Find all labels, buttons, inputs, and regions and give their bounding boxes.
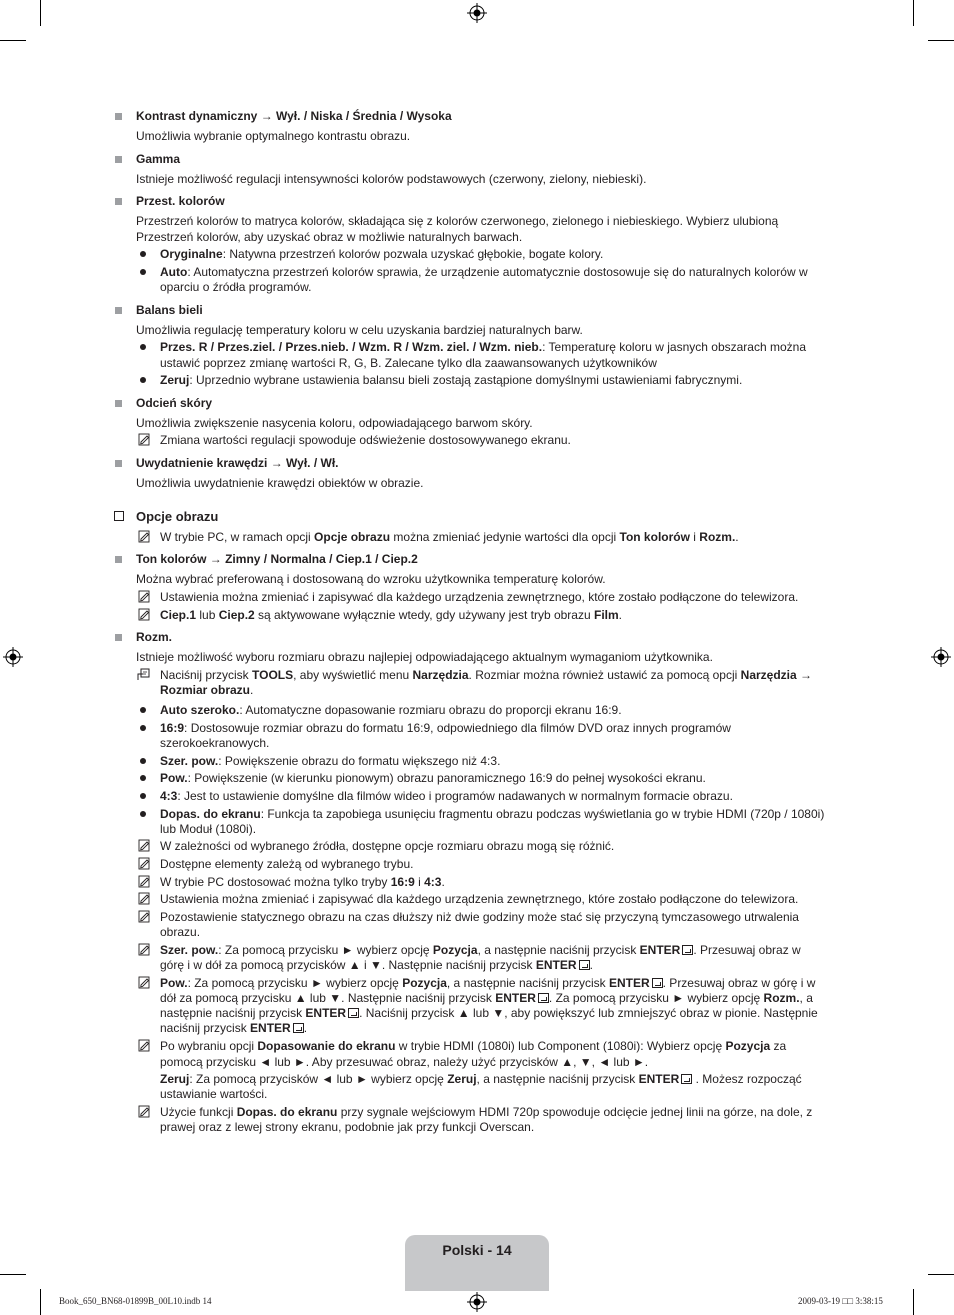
section-text: Istnieje możliwość wyboru rozmiaru obrazu najlepiej odpowiadającego aktualnym wymaganiom użytkownika. [136,650,713,664]
crop-mark [0,1274,26,1275]
note-text: Naciśnij przycisk TOOLS, aby wyświetlić menu Narzędzia. Rozmiar można również ustawić za pomocą opcji Narzędzia → [160,668,813,682]
section-title: Odcień skóry [136,396,213,410]
section-text: Można wybrać preferowaną i dostosowaną do wzroku użytkownika temperaturę kolorów. [136,572,606,586]
crop-mark [928,40,954,41]
enter-key-icon [682,945,693,955]
enter-key-icon [681,1074,692,1084]
tools-remote-icon [137,668,150,681]
note-icon [138,875,151,888]
list-item: Auto: Automatyczna przestrzeń kolorów sprawia, że urządzenie automatycznie dostosowuje się do naturalnych kolorów w [160,265,808,279]
list-item: 4:3: Jest to ustawienie domyślne dla filmów wideo i programów nadawanych w normalnym formacie obrazu. [160,789,733,803]
note-icon [138,910,151,923]
note-text: W zależności od wybranego źródła, dostępne opcje rozmiaru obrazu mogą się różnić. [160,839,615,853]
note-text-continuation: dół za pomocą przycisku ▲ lub ▼. Następnie naciśnij przycisk ENTER . Za pomocą przycisku ► wybierz opcję Rozm., a [160,991,813,1005]
enter-key-icon [579,960,590,970]
enter-key-icon [293,1023,304,1033]
note-icon [138,608,151,621]
bullet-dot-icon [140,707,146,713]
square-bullet-icon [115,460,122,467]
note-icon [138,530,151,543]
list-item-continuation: oparciu o źródła programów. [160,280,312,294]
note-icon [138,857,151,870]
section-title: Kontrast dynamiczny → Wył. / Niska / Średnia / Wysoka [136,109,452,123]
note-text: Po wybraniu opcji Dopasowanie do ekranu w trybie HDMI (1080i) lub Component (1080i): Wybierz opcję Pozycja za [160,1039,787,1053]
list-item: Oryginalne: Natywna przestrzeń kolorów pozwala uzyskać głębokie, bogate kolory. [160,247,604,261]
square-bullet-icon [115,198,122,205]
registration-mark-icon [3,647,23,667]
note-icon [138,433,151,446]
section-title: Ton kolorów → Zimny / Normalna / Ciep.1 / Ciep.2 [136,552,418,566]
enter-key-icon [538,993,549,1003]
crop-mark [0,40,26,41]
section-title: Przest. kolorów [136,194,225,208]
list-item: 16:9: Dostosowuje rozmiar obrazu do formatu 16:9, odpowiedniego dla filmów DVD oraz innych programów [160,721,731,735]
section-title: Gamma [136,152,181,166]
note-icon [138,590,151,603]
note-text: Dostępne elementy zależą od wybranego trybu. [160,857,414,871]
square-bullet-icon [115,156,122,163]
note-text-continuation: pomocą przycisku ◄ lub ►. Aby przesuwać obraz, należy użyć przycisków ▲, ▼, ◄ lub ►. [160,1055,649,1069]
section-title: Uwydatnienie krawędzi → Wył. / Wł. [136,456,339,470]
square-bullet-icon [115,400,122,407]
section-text: Umożliwia wybranie optymalnego kontrastu obrazu. [136,129,411,143]
note-text-continuation: naciśnij przycisk ENTER . [160,1021,308,1035]
note-text-continuation: następnie naciśnij przycisk ENTER . Naciśnij przycisk ▲ lub ▼, aby powiększyć lub zmniejszyć obraz w pionie. Następnie [160,1006,818,1020]
enter-key-icon [652,978,663,988]
bullet-dot-icon [140,377,146,383]
section-title: Rozm. [136,630,172,644]
note-text-continuation: prawej oraz z lewej strony ekranu, podobnie jak przy funkcji Overscan. [160,1120,535,1134]
section-text: Umożliwia uwydatnienie krawędzi obiektów w obrazie. [136,476,424,490]
list-item-continuation: lub Moduł (1080i). [160,822,257,836]
note-text-continuation: górę i w dół za pomocą przycisków ▲ i ▼. Następnie naciśnij przycisk ENTER . [160,958,593,972]
section-title: Balans bieli [136,303,203,317]
list-item-continuation: szerokoekranowych. [160,736,270,750]
note-text: Ciep.1 lub Ciep.2 są aktywowane wyłącznie wtedy, gdy używany jest tryb obrazu Film. [160,608,622,622]
note-text: Szer. pow.: Za pomocą przycisku ► wybierz opcję Pozycja, a następnie naciśnij przycisk ENTER . Przesuwaj obraz w [160,943,801,957]
square-bullet-icon [115,113,122,120]
registration-mark-icon [467,3,487,23]
bullet-dot-icon [140,269,146,275]
footer-file-info: Book_650_BN68-01899B_00L10.indb 14 [59,1296,212,1306]
list-item-continuation: ustawić poprzez zmianę wartości R, G, B. Zalecane tylko dla zaawansowanych użytkowników [160,356,657,370]
bullet-dot-icon [140,725,146,731]
note-text: Użycie funkcji Dopas. do ekranu przy sygnale wejściowym HDMI 720p spowoduje odcięcie jednej linii na górze, na dole, z [160,1105,813,1119]
section-text: Umożliwia zwiększenie nasycenia koloru, odpowiadającego barwom skóry. [136,416,533,430]
note-text-continuation: ustawianie wartości. [160,1087,268,1101]
registration-mark-icon [931,647,951,667]
note-text-continuation: Rozmiar obrazu. [160,683,254,697]
square-bullet-icon [115,307,122,314]
note-text: Zmiana wartości regulacji spowoduje odświeżenie dostosowywanego ekranu. [160,433,571,447]
crop-mark [40,1289,41,1315]
list-item: Auto szeroko.: Automatyczne dopasowanie rozmiaru obrazu do proporcji ekranu 16:9. [160,703,622,717]
crop-mark [928,1274,954,1275]
bullet-dot-icon [140,251,146,257]
bullet-dot-icon [140,344,146,350]
note-icon [138,839,151,852]
list-item: Pow.: Powiększenie (w kierunku pionowym) obrazu panoramicznego 16:9 do pełnej wysokości ekranu. [160,771,706,785]
note-icon [138,976,151,989]
section-text: Przestrzeń kolorów to matryca kolorów, składająca się z kolorów czerwonego, zielonego i niebieskiego. Wybierz ulubioną [136,214,779,228]
note-icon [138,943,151,956]
bullet-dot-icon [140,775,146,781]
note-text: Ustawienia można zmieniać i zapisywać dla każdego urządzenia zewnętrznego, które zostało podłączone do telewizora. [160,590,799,604]
note-text: Pozostawienie statycznego obrazu na czas dłuższy niż dwie godziny może stać się przyczyną tymczasowego utrwalenia [160,910,799,924]
registration-mark-icon [467,1292,487,1312]
crop-mark [913,1289,914,1315]
subsection-heading: Opcje obrazu [136,509,219,524]
bullet-dot-icon [140,793,146,799]
note-icon [138,1039,151,1052]
note-text: W trybie PC dostosować można tylko tryby 16:9 i 4:3. [160,875,445,889]
enter-key-icon [348,1008,359,1018]
section-text: Przestrzeń kolorów, aby uzyskać obraz w możliwie naturalnych barwach. [136,230,523,244]
section-text: Umożliwia regulację temperatury koloru w celu uzyskania bardziej naturalnych barw. [136,323,583,337]
page-number: Polski - 14 [442,1242,512,1258]
checkbox-square-icon [114,511,124,521]
note-text-continuation: Zeruj: Za pomocą przycisków ◄ lub ► wybierz opcję Zeruj, a następnie naciśnij przycisk ENTER . Możesz rozpocząć [160,1072,802,1086]
footer-timestamp: 2009-03-19 □□ 3:38:15 [798,1296,883,1306]
note-text: W trybie PC, w ramach opcji Opcje obrazu można zmieniać jedynie wartości dla opcji Ton kolorów i Rozm.. [160,530,739,544]
note-icon [138,1105,151,1118]
list-item: Dopas. do ekranu: Funkcja ta zapobiega usunięciu fragmentu obrazu podczas wyświetlania go w trybie HDMI (720p / 1080i) [160,807,825,821]
crop-mark [913,0,914,26]
crop-mark [40,0,41,26]
list-item: Przes. R / Przes.ziel. / Przes.nieb. / Wzm. R / Wzm. ziel. / Wzm. nieb.: Temperaturę koloru w jasnych obszarach można [160,340,806,354]
list-item: Zeruj: Uprzednio wybrane ustawienia balansu bieli zostają zastąpione domyślnymi ustawieniami fabrycznymi. [160,373,743,387]
note-text-continuation: obrazu. [160,925,201,939]
square-bullet-icon [115,634,122,641]
note-icon [138,892,151,905]
bullet-dot-icon [140,758,146,764]
square-bullet-icon [115,556,122,563]
note-text: Ustawienia można zmieniać i zapisywać dla każdego urządzenia zewnętrznego, które zostało podłączone do telewizora. [160,892,799,906]
list-item: Szer. pow.: Powiększenie obrazu do formatu większego niż 4:3. [160,754,501,768]
note-text: Pow.: Za pomocą przycisku ► wybierz opcję Pozycja, a następnie naciśnij przycisk ENTER . Przesuwaj obraz w górę i w [160,976,816,990]
section-text: Istnieje możliwość regulacji intensywności kolorów podstawowych (czerwony, zielony, niebieski). [136,172,647,186]
bullet-dot-icon [140,811,146,817]
